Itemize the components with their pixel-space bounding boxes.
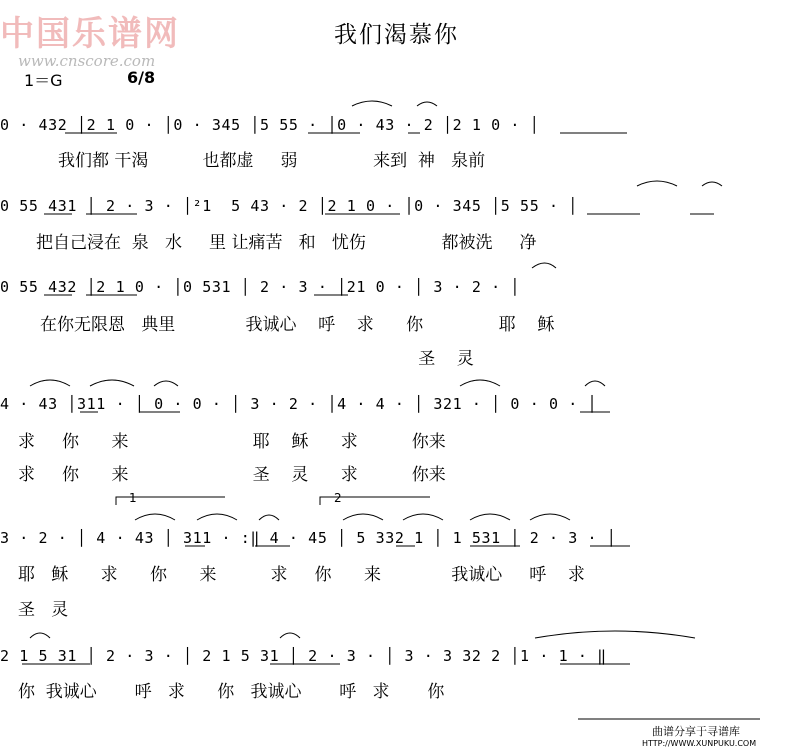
- slur: [702, 182, 722, 186]
- slur: [530, 514, 570, 520]
- volta-first-label: 1: [129, 491, 137, 505]
- lyric-line-6: 你 我诚心 呼 求 你 我诚心 呼 求 你: [18, 682, 445, 702]
- slur: [259, 515, 279, 520]
- lyric-line-4b: 求 你 来 圣 灵 求 你来: [18, 465, 446, 485]
- watermark-logo: 中国乐谱网: [0, 14, 180, 54]
- notation-line-1: 0 · 432 │2 1 0 · │0 · 345 │5 55 · │0 · 43 · 2 │2 1 0 · │: [0, 116, 540, 134]
- lyric-line-3b: 圣 灵: [40, 349, 474, 369]
- lyric-line-3a: 在你无限恩 典里 我诚心 呼 求 你 耶 稣: [40, 315, 555, 335]
- slur: [470, 514, 510, 520]
- key-signature: 1＝G: [24, 71, 63, 90]
- song-title: 我们渴慕你: [334, 22, 459, 48]
- lyric-line-5a: 耶 稣 求 你 来 求 你 来 我诚心 呼 求: [18, 565, 585, 585]
- lyric-line-1: 我们都 干渴 也都虚 弱 来到 神 泉前: [58, 151, 486, 171]
- slur: [352, 101, 392, 106]
- watermark-url: www.cnscore.com: [18, 52, 156, 70]
- slur: [417, 102, 437, 106]
- slur: [197, 514, 237, 520]
- notation-line-5: 3 · 2 · │ 4 · 43 │ 311 · :‖ 4 · 45 │ 5 332 1 │ 1 531 │ 2 · 3 · │: [0, 529, 617, 547]
- notation-line-6: 2 1 5 31 │ 2 · 3 · │ 2 1 5 31 │ 2 · 3 · │ 3 · 3 32 2 │1 · 1 · ‖: [0, 647, 607, 665]
- lyric-line-4a: 求 你 来 耶 稣 求 你来: [18, 432, 446, 452]
- slur: [90, 380, 134, 386]
- volta-second-label: 2: [334, 491, 342, 505]
- slur: [280, 633, 300, 638]
- slur: [637, 181, 677, 186]
- footer-credit: 曲谱分享于寻谱库: [652, 725, 740, 738]
- slur: [403, 514, 443, 520]
- slur: [460, 380, 500, 386]
- slur: [343, 514, 383, 520]
- lyric-line-5b: 圣 灵: [18, 600, 69, 620]
- lyric-line-2: 把自己浸在 泉 水 里 让痛苦 和 忧伤 都被洗 净: [36, 233, 537, 253]
- footer-url: HTTP://WWW.XUNPUKU.COM: [642, 739, 757, 748]
- notation-line-2: 0 55 431 │ 2 · 3 · │²1 5 43 · 2 │2 1 0 · │0 · 345 │5 55 · │: [0, 197, 578, 215]
- slur: [154, 381, 178, 386]
- slur: [30, 633, 50, 638]
- time-signature: 6/8: [127, 68, 156, 87]
- notation-line-3: 0 55 432 │2 1 0 · │0 531 │ 2 · 3 · │21 0 · │ 3 · 2 · │: [0, 278, 521, 296]
- slur: [532, 263, 556, 268]
- slur: [585, 381, 605, 386]
- notation-line-4: 4 · 43 │311 · │ 0 · 0 · │ 3 · 2 · │4 · 4 · │ 321 · │ 0 · 0 · │: [0, 395, 598, 413]
- slur: [30, 380, 70, 386]
- slur: [535, 631, 695, 638]
- slur: [135, 514, 175, 520]
